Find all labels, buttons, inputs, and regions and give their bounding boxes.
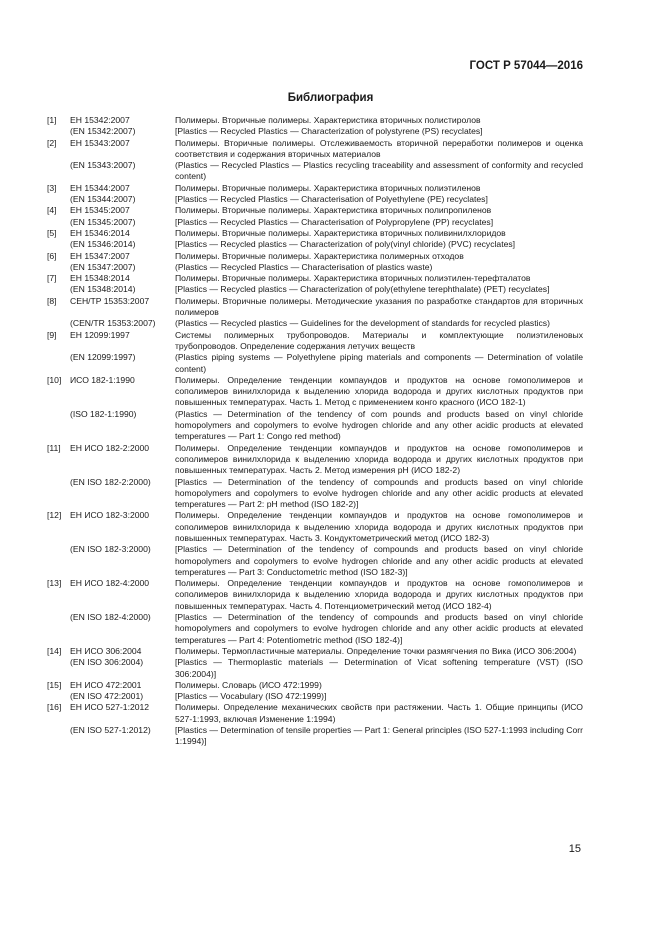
standard-title: [Plastics — Vocabulary (ISO 472:1999)] <box>175 691 327 702</box>
entry-number: [5] <box>47 227 57 238</box>
entry-russian-line <box>70 251 583 262</box>
entry-number: [7] <box>47 273 57 284</box>
standard-code: (EN ISO 182-4:2000) <box>70 612 151 623</box>
standard-code: ЕН ИСО 472:2001 <box>70 679 142 690</box>
standard-title: [Plastics — Recycled Plastics — Characterization of polystyrene (PS) recyclates] <box>175 126 483 137</box>
standard-title: [Plastics — Determination of the tendency of compounds and products based on vinyl chloride homopolymers and copolymers to evolve hydrogen chloride and any other acidic products at elevated temperatures — Part 3: Conductometric method (ISO 182-3)] <box>175 544 583 577</box>
standard-code: (EN 12099:1997) <box>70 352 136 363</box>
standard-code: ИСО 182-1:1990 <box>70 374 135 385</box>
entry-russian-line <box>70 330 583 353</box>
bibliography-entry <box>47 251 583 274</box>
standard-title: Полимеры. Вторичные полимеры. Характеристика вторичных полипропиленов <box>175 205 492 216</box>
entry-russian-line <box>70 578 583 612</box>
entry-original-line <box>70 477 583 511</box>
standard-code: ЕН 15347:2007 <box>70 250 130 261</box>
entry-original-line <box>70 657 583 680</box>
standard-title: Полимеры. Вторичные полимеры. Характеристика вторичных поливинилхлоридов <box>175 227 506 238</box>
standard-code: (EN ISO 182-2:2000) <box>70 476 151 487</box>
entry-russian-line <box>70 138 583 161</box>
standard-code: ЕН 15348:2014 <box>70 273 130 284</box>
entry-number: [15] <box>47 679 62 690</box>
standard-title: (Plastics — Determination of the tendency of com pounds and products based on vinyl chloride homopolymers and copolymers to evolve hydrogen chloride and any other acidic products at elevated temperatures — Part 1: Congo red method) <box>175 408 583 442</box>
bibliography-entry <box>47 443 583 511</box>
page-number: 15 <box>568 843 581 855</box>
entry-original-line <box>70 194 583 205</box>
entry-original-line <box>70 318 583 329</box>
standard-code: ЕН 15344:2007 <box>70 182 130 193</box>
standard-code: ЕН ИСО 182-2:2000 <box>70 442 150 453</box>
entry-original-line <box>70 409 583 443</box>
entry-russian-line <box>70 702 583 725</box>
standard-code: (EN 15347:2007) <box>70 261 136 272</box>
standard-code: ЕН 12099:1997 <box>70 329 130 340</box>
standard-code: ЕН ИСО 182-4:2000 <box>70 578 150 589</box>
entry-russian-line <box>70 273 583 284</box>
bibliography-entry <box>47 273 583 296</box>
standard-title: Полимеры. Определение тенденции компаундов и продуктов на основе гомополимеров и сополимеров винилхлорида к выделению хлорида водорода и других кислотных продуктов при повышенных температурах. Часть 3. Кондуктометрический метод (ИСО 182-3) <box>175 510 583 543</box>
standard-code: ЕН 15346:2014 <box>70 227 130 238</box>
entry-original-line <box>70 544 583 578</box>
entry-number: [3] <box>47 182 57 193</box>
standard-code: (EN 15348:2014) <box>70 284 136 295</box>
standard-code: (EN 15342:2007) <box>70 126 136 137</box>
standard-title: Полимеры. Термопластичные материалы. Определение точки размягчения по Вика (ИСО 306:2004) <box>175 645 577 656</box>
standard-code: (EN ISO 182-3:2000) <box>70 544 151 555</box>
standard-title: Полимеры. Словарь (ИСО 472:1999) <box>175 679 322 690</box>
bibliography-entry <box>47 138 583 183</box>
standard-title: Полимеры. Вторичные полимеры. Характеристика вторичных полиэтиленов <box>175 182 481 193</box>
standard-title: Полимеры. Вторичные полимеры. Характеристика полимерных отходов <box>175 250 464 261</box>
bibliography-entry <box>47 183 583 206</box>
standard-title: [Plastics — Thermoplastic materials — Determination of Vicat softening temperature (VST) (ISO 306:2004)] <box>175 657 583 679</box>
standard-title: [Plastics — Determination of the tendency of compounds and products based on vinyl chloride homopolymers and copolymers to evolve hydrogen chloride and any other acidic products at elevated temperatures — Part 2: pH method (ISO 182-2)] <box>175 476 583 510</box>
entry-number: [14] <box>47 645 62 656</box>
entry-original-line <box>70 691 583 702</box>
standard-title: [Plastics — Recycled plastics — Characterization of poly(vinyl chloride) (PVC) recyclates] <box>175 239 516 250</box>
entry-number: [1] <box>47 115 57 125</box>
standard-code: CEH/TP 15353:2007 <box>70 295 150 306</box>
entry-original-line <box>70 284 583 295</box>
bibliography-entry <box>47 296 583 330</box>
bibliography-entry <box>47 375 583 443</box>
entry-number: [11] <box>47 442 61 453</box>
bibliography-entry <box>47 330 583 375</box>
entry-russian-line <box>70 183 583 194</box>
standard-title: Полимеры. Вторичные полимеры. Характеристика вторичных полиэтилен-терефталатов <box>175 273 531 284</box>
bibliography-entry <box>47 578 583 646</box>
standard-title: Полимеры. Вторичные полимеры. Методические указания по разработке стандартов для вторичных полимеров <box>175 295 583 318</box>
entry-number: [8] <box>47 295 57 306</box>
standard-title: Полимеры. Вторичные полимеры. Отслеживаемость вторичной переработки полимеров и оценка соответствия и содержания вторичных материалов <box>175 137 583 159</box>
standard-code: (EN ISO 527-1:2012) <box>70 725 151 736</box>
standard-code: ЕН ИСО 527-1:2012 <box>70 702 150 713</box>
entry-number: [16] <box>47 702 62 713</box>
standard-title: [Plastics — Determination of the tendency of compounds and products based on vinyl chloride homopolymers and copolymers to evolve hydrogen chloride and any other acidic products at elevated temperatures — Part 4: Potentiometric method (ISO 182-4)] <box>175 612 583 645</box>
entry-original-line <box>70 160 583 183</box>
entry-russian-line <box>70 296 583 319</box>
standard-code: (ISO 182-1:1990) <box>70 408 137 419</box>
entry-russian-line <box>70 443 583 477</box>
bibliography-entry <box>47 115 583 138</box>
entry-original-line <box>70 352 583 375</box>
entry-original-line <box>70 262 583 273</box>
entry-number: [6] <box>47 250 57 261</box>
standard-title: Системы полимерных трубопроводов. Материалы и комплектующие полиэтиленовых трубопроводов. Определение содержания летучих веществ <box>175 329 583 351</box>
bibliography-entry <box>47 702 583 747</box>
bibliography-entry <box>47 510 583 578</box>
standard-title: Полимеры. Определение тенденции компаундов и продуктов на основе гомополимеров и сополимеров винилхлорида к выделению хлорида водорода и других кислотных продуктов при повышенных температурах. Часть 4. Потенциометрический метод (ИСО 182-4) <box>175 578 583 611</box>
bibliography-entry <box>47 680 583 703</box>
entry-original-line <box>70 217 583 228</box>
standard-designation: ГОСТ Р 57044—2016 <box>469 60 583 72</box>
standard-code: ЕН ИСО 182-3:2000 <box>70 510 150 521</box>
bibliography-list <box>47 115 583 748</box>
entry-russian-line <box>70 680 583 691</box>
standard-title: (Plastics — Recycled Plastics — Characterisation of plastics waste) <box>175 261 433 272</box>
standard-code: (EN 15343:2007) <box>70 160 136 171</box>
standard-title: Полимеры. Определение тенденции компаундов и продуктов на основе гомополимеров и сополимеров винилхлорида к выделению хлорида водорода и других кислотных продуктов при повышенных температурах. Часть 2. Метод измерения pH (ИСО 182-2) <box>175 442 583 476</box>
standard-code: (EN 15344:2007) <box>70 194 136 205</box>
entry-russian-line <box>70 375 583 409</box>
standard-code: (EN ISO 306:2004) <box>70 657 144 668</box>
standard-title: [Plastics — Determination of tensile properties — Part 1: General principles (ISO 527-1:1993 including Corr 1:1994)] <box>175 725 583 747</box>
standard-code: (EN 15346:2014) <box>70 239 136 250</box>
entry-number: [2] <box>47 137 57 148</box>
standard-title: (Plastics — Recycled plastics — Guidelines for the development of standards for recycled plastics) <box>175 318 550 329</box>
bibliography-entry <box>47 646 583 680</box>
entry-number: [10] <box>47 374 62 385</box>
entry-russian-line <box>70 228 583 239</box>
standard-code: (EN ISO 472:2001) <box>70 691 144 702</box>
entry-number: [12] <box>47 510 62 521</box>
standard-title: Полимеры. Вторичные полимеры. Характеристика вторичных полистиролов <box>175 115 481 125</box>
entry-number: [9] <box>47 329 57 340</box>
standard-code: ЕН 15345:2007 <box>70 205 130 216</box>
entry-number: [13] <box>47 578 62 589</box>
standard-title: (Plastics piping systems — Polyethylene piping materials and components — Determination of volatile content) <box>175 352 583 374</box>
standard-code: ЕН ИСО 306:2004 <box>70 645 142 656</box>
standard-title: (Plastics — Recycled Plastics — Plastics recycling traceability and assessment of conformity and recycled content) <box>175 160 583 182</box>
standard-title: [Plastics — Recycled Plastics — Characterisation of Polypropylene (PP) recyclates] <box>175 216 494 227</box>
entry-russian-line <box>70 646 583 657</box>
standard-title: Полимеры. Определение тенденции компаундов и продуктов на основе гомополимеров и сополимеров винилхлорида к выделению хлорида водорода и других кислотных продуктов при повышенных температурах. Часть 1. Метод с применением конго красного (ИСО 182-1) <box>175 374 583 408</box>
standard-title: [Plastics — Recycled Plastics — Characterisation of Polyethylene (PE) recyclates] <box>175 194 488 205</box>
entry-original-line <box>70 239 583 250</box>
standard-code: ЕН 15343:2007 <box>70 137 130 148</box>
standard-code: ЕН 15342:2007 <box>70 115 130 125</box>
entry-russian-line <box>70 115 583 126</box>
standard-code: (CEN/TR 15353:2007) <box>70 318 156 329</box>
entry-russian-line <box>70 205 583 216</box>
standard-title: [Plastics — Recycled plastics — Characterization of poly(ethylene terephthalate) (PET) recyclates] <box>175 284 550 295</box>
entry-original-line <box>70 126 583 137</box>
bibliography-entry <box>47 205 583 228</box>
entry-original-line <box>70 725 583 748</box>
standard-code: (EN 15345:2007) <box>70 216 136 227</box>
entry-original-line <box>70 612 583 646</box>
standard-title: Полимеры. Определение механических свойств при растяжении. Часть 1. Общие принципы (ИСО 527-1:1993, включая Изменение 1:1994) <box>175 702 583 724</box>
bibliography-title: Библиография <box>287 92 374 104</box>
entry-russian-line <box>70 510 583 544</box>
bibliography-entry <box>47 228 583 251</box>
entry-number: [4] <box>47 205 57 216</box>
